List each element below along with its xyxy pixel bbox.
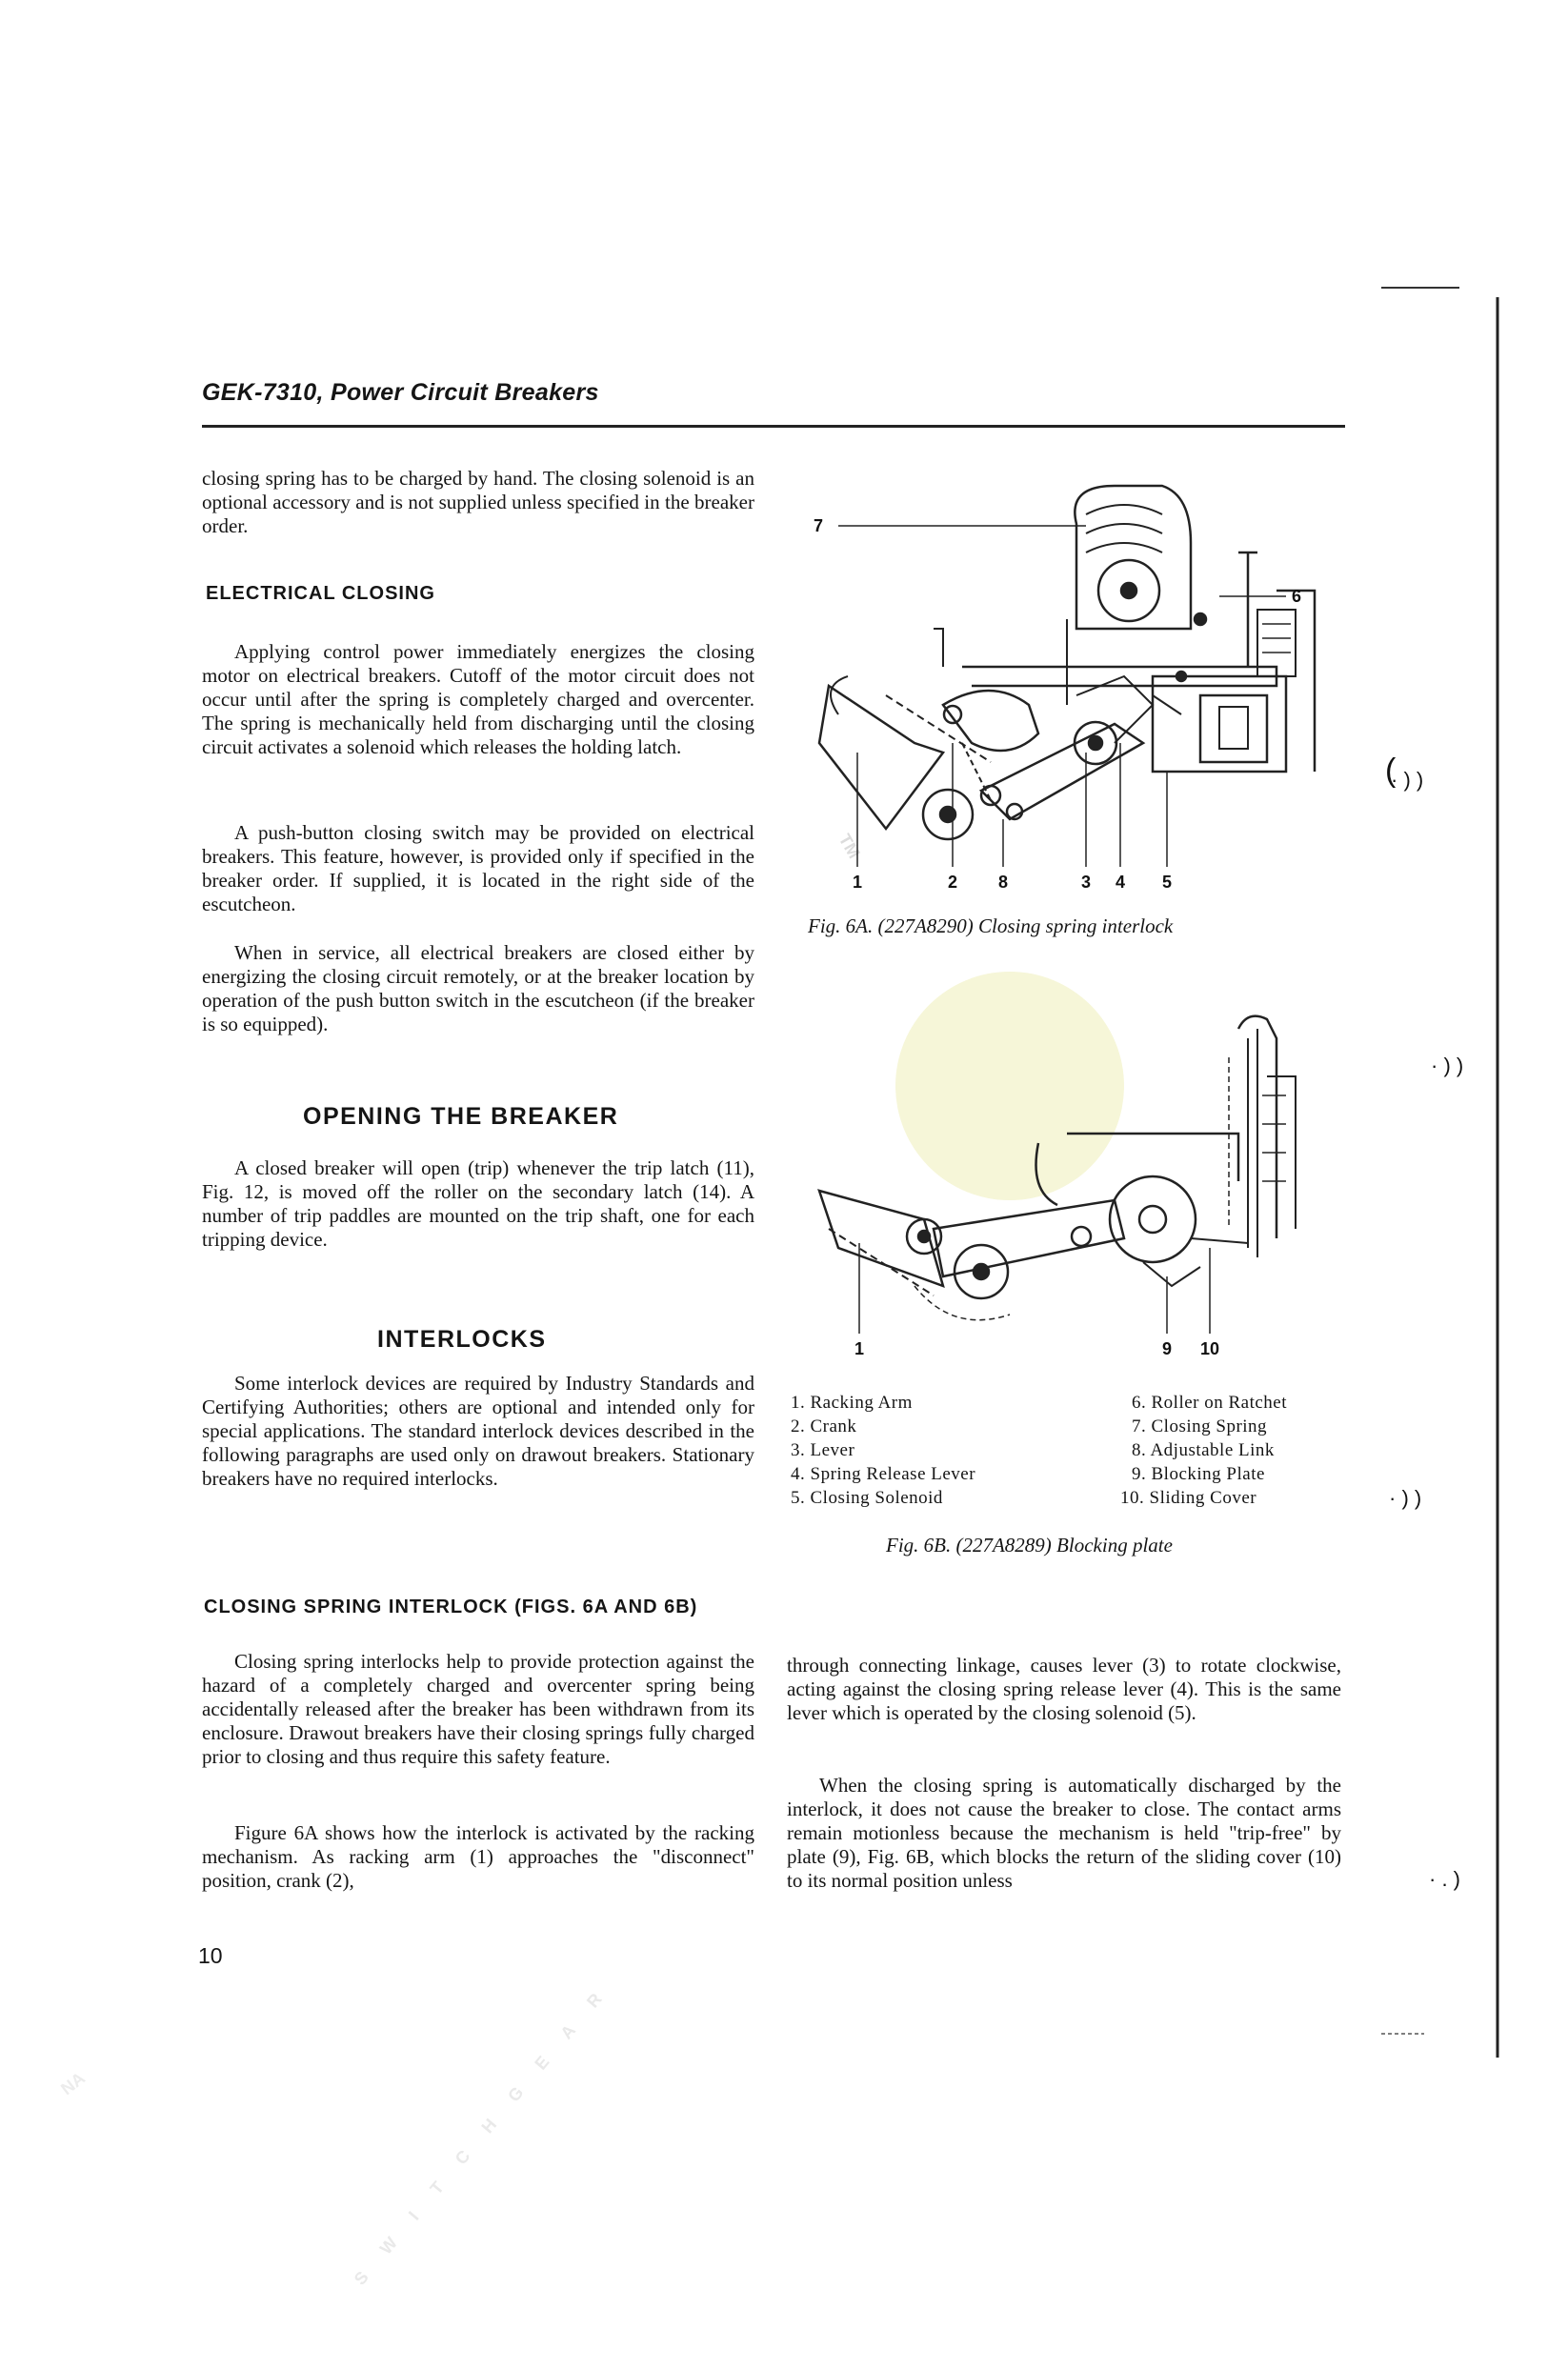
electrical-closing-p1: Applying control power immediately energizes the closing motor on electrical breakers. Cutoff of the motor circuit does not occur until after the spring is completely charged and overcenter. The spring is mechanically held from discharging until the closing circuit activates a solenoid which releases the holding latch. [202, 640, 754, 758]
legend-item-spring-release-lever: 4. Spring Release Lever [791, 1464, 976, 1484]
opening-p1: A closed breaker will open (trip) whenever the trip latch (11), Fig. 12, is moved off the roller on the secondary latch (14). A number of trip paddles are mounted on the trip shaft, one for each tripping device. [202, 1156, 754, 1251]
legend-item-blocking-plate: 9. Blocking Plate [1132, 1464, 1265, 1484]
right-column-p1: through connecting linkage, causes lever (3) to rotate clockwise, acting against the closing spring release lever (4). This is the same lever which is operated by the closing solenoid (5). [787, 1654, 1341, 1724]
figure-6b-drawing [800, 1000, 1334, 1381]
header-rule [202, 425, 1345, 428]
intro-paragraph: closing spring has to be charged by hand. The closing solenoid is an optional accessory and is not supplied unless specified in the breaker order. [202, 467, 754, 537]
figure-legend-right [1120, 1393, 1287, 1512]
watermark-tm: TM [834, 831, 864, 862]
watermark-logo: NA [57, 2068, 89, 2099]
heading-electrical-closing: ELECTRICAL CLOSING [206, 583, 435, 604]
svg-text:· ) ): · ) ) [1391, 768, 1424, 792]
fig6a-caption: Fig. 6A. (227A8290) Closing spring interlock [808, 914, 1174, 937]
running-header: GEK-7310, Power Circuit Breakers [202, 379, 599, 406]
fig6b-callout-1: 1 [854, 1339, 865, 1358]
watermark-arc: SWITCHGEAR [350, 1967, 624, 2289]
legend-item-crank: 2. Crank [791, 1416, 857, 1436]
svg-text:· . ): · . ) [1429, 1867, 1460, 1891]
legend-item-closing-spring: 7. Closing Spring [1132, 1416, 1268, 1436]
heading-interlocks: INTERLOCKS [377, 1326, 547, 1353]
fig6b-callout-10: 10 [1200, 1339, 1220, 1358]
legend-item-roller-on-ratchet: 6. Roller on Ratchet [1132, 1393, 1288, 1413]
fig6a-callout-7: 7 [814, 516, 824, 535]
svg-text:(: ( [1385, 753, 1397, 789]
legend-item-lever: 3. Lever [791, 1440, 855, 1460]
legend-item-sliding-cover: 10. Sliding Cover [1120, 1488, 1257, 1508]
fig6a-callout-2: 2 [948, 873, 958, 892]
fig6b-callout-9: 9 [1162, 1339, 1173, 1358]
page-edge-marks [1372, 267, 1524, 2077]
electrical-closing-p2: A push-button closing switch may be provided on electrical breakers. This feature, however, is provided only if specified in the breaker order. If supplied, it is located in the right side of the escutcheon. [202, 821, 754, 915]
heading-opening-the-breaker: OPENING THE BREAKER [303, 1103, 619, 1130]
fig6b-caption: Fig. 6B. (227A8289) Blocking plate [886, 1534, 1173, 1557]
page-number: 10 [198, 1943, 223, 1968]
fig6a-callout-8: 8 [998, 873, 1009, 892]
figure-legend-left [791, 1393, 975, 1512]
fig6a-callout-5: 5 [1162, 873, 1173, 892]
fig6a-callout-1: 1 [853, 873, 863, 892]
electrical-closing-p3: When in service, all electrical breakers are closed either by energizing the closing circuit remotely, or at the breaker location by operation of the push button switch in the escutcheon (if the breaker is so equipped). [202, 941, 754, 1035]
svg-text:· ) ): · ) ) [1431, 1054, 1464, 1077]
figure-6a-drawing [800, 457, 1334, 895]
legend-item-adjustable-link: 8. Adjustable Link [1132, 1440, 1275, 1460]
fig6a-callout-6: 6 [1292, 587, 1302, 606]
right-column-p2: When the closing spring is automatically discharged by the interlock, it does not cause the breaker to close. The contact arms remain motionless because the mechanism is held "trip-free" by plate (9), Fig. 6B, which blocks the return of the sliding cover (10) to its normal position unless [787, 1774, 1341, 1892]
closing-spring-interlock-p1: Closing spring interlocks help to provide protection against the hazard of a completely charged and overcenter spring being accidentally released after the breaker has been withdrawn from its enclosure. Drawout breakers have their closing springs fully charged prior to closing and thus require this safety feature. [202, 1650, 754, 1768]
closing-spring-interlock-p2: Figure 6A shows how the interlock is activated by the racking mechanism. As racking arm (1) approaches the "disconnect" position, crank (2), [202, 1821, 754, 1892]
legend-item-racking-arm: 1. Racking Arm [791, 1393, 913, 1413]
heading-closing-spring-interlock: CLOSING SPRING INTERLOCK (FIGS. 6A AND 6B) [204, 1597, 698, 1617]
legend-item-closing-solenoid: 5. Closing Solenoid [791, 1488, 943, 1508]
svg-text:· ) ): · ) ) [1389, 1486, 1422, 1510]
fig6a-callout-3: 3 [1081, 873, 1092, 892]
fig6a-callout-4: 4 [1116, 873, 1126, 892]
interlocks-p1: Some interlock devices are required by Industry Standards and Certifying Authorities; others are optional and intended only for special applications. The standard interlock devices described in the following paragraphs are used only on drawout breakers. Stationary breakers have no required interlocks. [202, 1372, 754, 1490]
